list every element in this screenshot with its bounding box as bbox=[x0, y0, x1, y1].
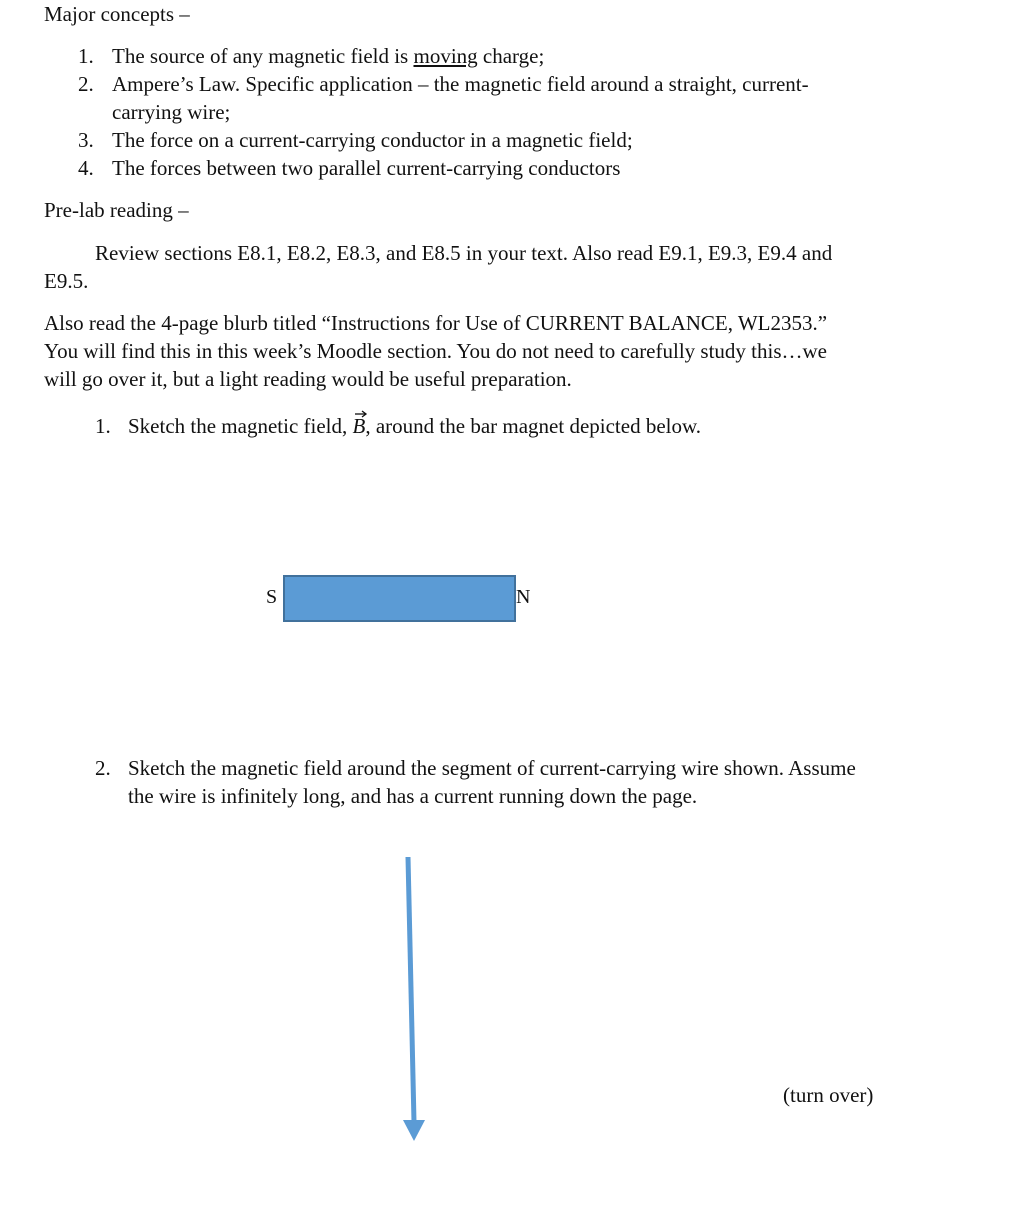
list-item-text: charge; bbox=[477, 44, 545, 68]
also-read-text: You will find this in this week’s Moodle section. You do not need to carefully study this…we bbox=[44, 339, 827, 363]
vector-arrow-icon bbox=[354, 410, 368, 418]
list-item bbox=[112, 44, 544, 69]
list-item-number: 3. bbox=[78, 128, 94, 152]
question-text: Sketch the magnetic field, bbox=[128, 414, 353, 438]
bar-magnet bbox=[283, 575, 516, 622]
south-pole-label: S bbox=[266, 586, 278, 608]
major-concepts-heading: Major concepts – bbox=[44, 2, 190, 26]
question-text: , around the bar magnet depicted below. bbox=[365, 414, 702, 438]
also-read-text: will go over it, but a light reading would be useful preparation. bbox=[44, 367, 572, 391]
question-2-text: Sketch the magnetic field around the segment of current-carrying wire shown. Assume bbox=[128, 756, 856, 780]
prelab-heading: Pre-lab reading – bbox=[44, 198, 189, 222]
also-read-text: Also read the 4-page blurb titled “Instructions for Use of CURRENT BALANCE, WL2353.” bbox=[44, 311, 828, 335]
list-item-text: Ampere’s Law. Specific application – the magnetic field around a straight, current- bbox=[112, 72, 809, 96]
question-number: 1. bbox=[95, 414, 111, 438]
review-text: E9.5. bbox=[44, 269, 89, 293]
underlined-word: moving bbox=[413, 44, 478, 68]
list-item-number: 1. bbox=[78, 44, 94, 68]
list-item-text: The force on a current-carrying conductor in a magnetic field; bbox=[112, 128, 633, 152]
list-item-number: 2. bbox=[78, 72, 94, 96]
current-wire-arrow-icon bbox=[390, 850, 440, 1150]
question-1-text bbox=[128, 414, 701, 439]
north-pole-label: N bbox=[516, 586, 531, 608]
turn-over-note: (turn over) bbox=[783, 1083, 874, 1107]
list-item-text: carrying wire; bbox=[112, 100, 231, 124]
question-2-text: the wire is infinitely long, and has a current running down the page. bbox=[128, 784, 698, 808]
review-text: Review sections E8.1, E8.2, E8.3, and E8.5 in your text. Also read E9.1, E9.3, E9.4 and bbox=[95, 241, 833, 265]
vector-b-symbol bbox=[353, 414, 366, 439]
list-item-text: The forces between two parallel current-carrying conductors bbox=[112, 156, 621, 180]
vector-symbol: B bbox=[352, 414, 366, 438]
list-item-text: The source of any magnetic field is bbox=[112, 44, 414, 68]
question-number: 2. bbox=[95, 756, 111, 780]
list-item-number: 4. bbox=[78, 156, 94, 180]
